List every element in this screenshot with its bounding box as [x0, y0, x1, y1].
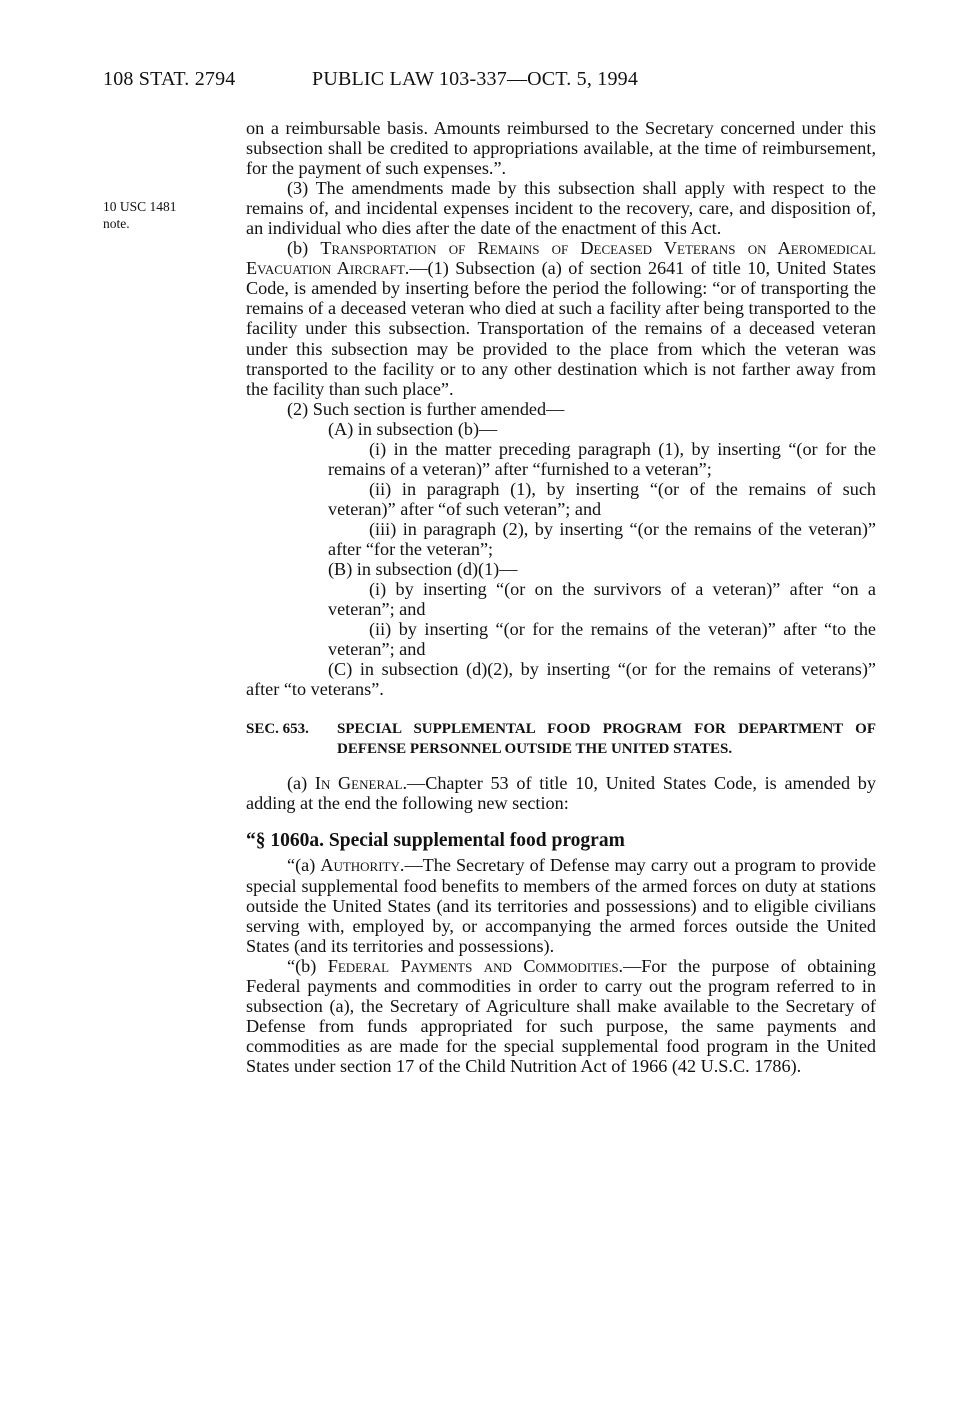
item-b-i: (i) by inserting “(or on the survivors of a veteran)” after “on a veteran”; and — [328, 579, 876, 620]
paragraph-authority — [246, 855, 876, 955]
header-page-number: 108 STAT. 2794 — [103, 68, 236, 90]
paragraph-text: —The Secretary of Defense may carry out a program to provide special supplemental food benefits to members of the armed forces on duty at stations outside the United States (and its territories and possessions) and to eligible civilians serving with, employed by, or accompanying the armed forces outside the United States (and its territories and possessions). — [246, 855, 877, 956]
paragraph-text: —Chapter 53 of title 10, United States Code, is amended by adding at the end the following new section: — [246, 773, 876, 814]
section-heading — [246, 719, 876, 759]
item-a-i: (i) in the matter preceding paragraph (1), by inserting “(or for the remains of a veteran)” after “furnished to a veteran”; — [328, 438, 876, 479]
margin-note-citation: 10 USC 1481 — [103, 199, 177, 214]
new-section-heading: “§ 1060a. Special supplemental food program — [246, 830, 625, 852]
paragraph-amendments-apply: (3) The amendments made by this subsection shall apply with respect to the remains of, and incidental expenses incident to the recovery, care, and disposition of, an individual who dies after the date of the enactment of this Act. — [246, 178, 876, 239]
page-header — [103, 68, 639, 91]
section-number: SEC. 653. — [246, 721, 309, 738]
paragraph-text: —(1) Subsection (a) of section 2641 of title 10, United States Code, is amended by inserting before the period the following: “or of transporting the remains of a deceased veteran who died at such a facility after being transported to the facility under this subsection. Transportation of the remains of a deceased veteran under this subsection may be provided to the place from which the veteran was transported to the facility or to any other destination which is not farther away from the facility than such place”. — [246, 258, 876, 399]
margin-note — [103, 198, 177, 232]
paragraph-in-general — [246, 773, 876, 813]
paragraph-reimbursable: on a reimbursable basis. Amounts reimbursed to the Secretary concerned under this subsection shall be credited to appropriations available, at the time of reimbursement, for the payment of such expenses.”. — [246, 118, 876, 179]
paragraph-transportation — [246, 238, 876, 398]
page-body — [246, 118, 876, 1076]
paragraph-heading: Federal Payments and Commodities. — [327, 955, 624, 976]
paragraph-text: —For the purpose of obtaining Federal payments and commodities in order to carry out the program referred to in subsection (a), the Secretary of Agriculture shall make available to the Secretary of Defense from funds appropriated for such purpose, the same payments and commodities as are made for the special supplemental food program in the United States under section 17 of the Child Nutrition Act of 1966 (42 U.S.C. 1786). — [246, 955, 876, 1076]
paragraph-heading: In General. — [314, 773, 407, 794]
paragraph-prefix: “(a) — [287, 855, 321, 876]
item-b: (B) in subsection (d)(1)— — [328, 559, 518, 580]
paragraph-prefix: (a) — [287, 773, 315, 794]
item-b-ii: (ii) by inserting “(or for the remains of the veteran)” after “to the veteran”; and — [328, 619, 876, 660]
paragraph-prefix: (b) — [287, 238, 321, 259]
section-title: SPECIAL SUPPLEMENTAL FOOD PROGRAM FOR DEPARTMENT OF DEFENSE PERSONNEL OUTSIDE THE UNITED STATES. — [337, 721, 876, 758]
item-c: (C) in subsection (d)(2), by inserting “(or for the remains of veterans)” after “to veterans”. — [246, 659, 876, 700]
paragraph-prefix: “(b) — [287, 955, 328, 976]
paragraph-heading: Transportation of Remains of Deceased Veterans on Aeromedical Evacuation Aircraft. — [246, 238, 876, 279]
paragraph-heading: Authority. — [320, 855, 405, 876]
item-a-ii: (ii) in paragraph (1), by inserting “(or of the remains of such veteran)” after “of such veteran”; and — [328, 478, 876, 519]
item-a: (A) in subsection (b)— — [328, 418, 498, 439]
margin-note-label: note. — [103, 216, 130, 231]
header-law-title: PUBLIC LAW 103-337—OCT. 5, 1994 — [312, 68, 639, 90]
paragraph-federal-payments — [246, 956, 876, 1076]
item-a-iii: (iii) in paragraph (2), by inserting “(or the remains of the veteran)” after “for the veteran”; — [328, 518, 876, 559]
paragraph-further-amended: (2) Such section is further amended— — [287, 398, 565, 419]
